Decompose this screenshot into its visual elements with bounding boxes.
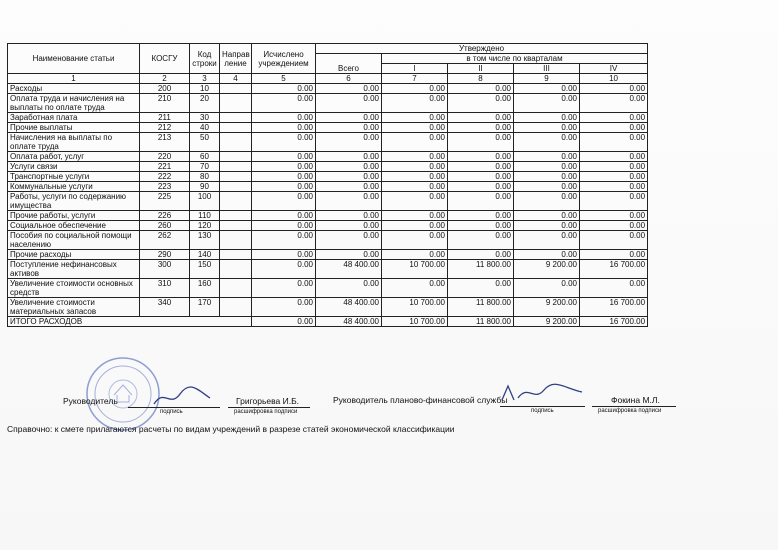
cell-dir <box>220 172 252 182</box>
cell-dir <box>220 152 252 162</box>
cell-q1: 0.00 <box>382 279 448 298</box>
budget-table <box>7 43 648 327</box>
cell-q4: 0.00 <box>580 84 648 94</box>
header-q1: I <box>382 64 448 74</box>
cell-calc: 0.00 <box>252 123 316 133</box>
total-cell-total: 48 400.00 <box>316 317 382 327</box>
total-cell-q3: 9 200.00 <box>514 317 580 327</box>
cell-dir <box>220 133 252 152</box>
cell-name: Транспортные услуги <box>8 172 140 182</box>
cell-calc: 0.00 <box>252 84 316 94</box>
table-row <box>8 152 648 162</box>
cell-dir <box>220 231 252 250</box>
cell-name: Прочие расходы <box>8 250 140 260</box>
cell-total: 0.00 <box>316 192 382 211</box>
cell-q3: 0.00 <box>514 162 580 172</box>
cell-kosgu: 222 <box>140 172 190 182</box>
column-numbers-row <box>8 74 648 84</box>
cell-q4: 0.00 <box>580 279 648 298</box>
column-number: 2 <box>140 74 190 84</box>
cell-calc: 0.00 <box>252 162 316 172</box>
cell-total: 48 400.00 <box>316 260 382 279</box>
header-q2: II <box>448 64 514 74</box>
cell-q3: 0.00 <box>514 182 580 192</box>
cell-calc: 0.00 <box>252 113 316 123</box>
cell-code: 160 <box>190 279 220 298</box>
cell-q3: 0.00 <box>514 152 580 162</box>
cell-code: 70 <box>190 162 220 172</box>
table-row <box>8 182 648 192</box>
cell-code: 50 <box>190 133 220 152</box>
cell-total: 0.00 <box>316 162 382 172</box>
cell-dir <box>220 162 252 172</box>
cell-q1: 0.00 <box>382 123 448 133</box>
cell-code: 130 <box>190 231 220 250</box>
cell-q3: 0.00 <box>514 221 580 231</box>
cell-q3: 9 200.00 <box>514 260 580 279</box>
header-by-quarters: в том числе по кварталам <box>382 54 648 64</box>
cell-calc: 0.00 <box>252 192 316 211</box>
cell-name: Прочие работы, услуги <box>8 211 140 221</box>
cell-name: Социальное обеспечение <box>8 221 140 231</box>
table-row <box>8 298 648 317</box>
cell-q4: 0.00 <box>580 172 648 182</box>
cell-q3: 0.00 <box>514 211 580 221</box>
cell-q1: 0.00 <box>382 231 448 250</box>
cell-name: Оплата труда и начисления на выплаты по оплате труда <box>8 94 140 113</box>
header-name: Наименование статьи <box>8 44 140 74</box>
cell-calc: 0.00 <box>252 231 316 250</box>
cell-code: 150 <box>190 260 220 279</box>
cell-dir <box>220 250 252 260</box>
cell-q1: 0.00 <box>382 221 448 231</box>
cell-q1: 0.00 <box>382 182 448 192</box>
cell-kosgu: 220 <box>140 152 190 162</box>
total-cell-q2: 11 800.00 <box>448 317 514 327</box>
table-row <box>8 260 648 279</box>
cell-q4: 0.00 <box>580 231 648 250</box>
cell-total: 0.00 <box>316 221 382 231</box>
table-row <box>8 162 648 172</box>
cell-q4: 0.00 <box>580 162 648 172</box>
cell-q3: 0.00 <box>514 250 580 260</box>
table-row <box>8 279 648 298</box>
cell-q3: 0.00 <box>514 279 580 298</box>
cell-q4: 0.00 <box>580 182 648 192</box>
column-number: 9 <box>514 74 580 84</box>
cell-q4: 0.00 <box>580 113 648 123</box>
table-row <box>8 84 648 94</box>
column-number: 10 <box>580 74 648 84</box>
cell-q2: 11 800.00 <box>448 298 514 317</box>
cell-q1: 0.00 <box>382 113 448 123</box>
cell-dir <box>220 260 252 279</box>
cell-kosgu: 200 <box>140 84 190 94</box>
head-sign-caption: подпись <box>160 409 183 415</box>
finance-sign-line <box>500 406 585 407</box>
cell-q1: 10 700.00 <box>382 260 448 279</box>
cell-code: 110 <box>190 211 220 221</box>
column-number: 3 <box>190 74 220 84</box>
table-row <box>8 94 648 113</box>
head-label: Руководитель <box>63 396 118 406</box>
cell-kosgu: 262 <box>140 231 190 250</box>
cell-dir <box>220 113 252 123</box>
cell-q1: 0.00 <box>382 211 448 221</box>
head-handwritten-signature <box>150 384 220 410</box>
cell-code: 120 <box>190 221 220 231</box>
cell-code: 170 <box>190 298 220 317</box>
cell-dir <box>220 123 252 133</box>
cell-q1: 0.00 <box>382 94 448 113</box>
cell-code: 100 <box>190 192 220 211</box>
finance-name: Фокина М.Л. <box>611 395 660 405</box>
cell-q3: 0.00 <box>514 133 580 152</box>
table-row <box>8 250 648 260</box>
cell-q1: 10 700.00 <box>382 298 448 317</box>
cell-q3: 9 200.00 <box>514 298 580 317</box>
table-row <box>8 123 648 133</box>
cell-q4: 0.00 <box>580 221 648 231</box>
column-number: 4 <box>220 74 252 84</box>
cell-q1: 0.00 <box>382 84 448 94</box>
cell-q4: 0.00 <box>580 152 648 162</box>
cell-q4: 16 700.00 <box>580 298 648 317</box>
cell-q3: 0.00 <box>514 84 580 94</box>
total-cell-q4: 16 700.00 <box>580 317 648 327</box>
cell-kosgu: 212 <box>140 123 190 133</box>
table-row <box>8 211 648 221</box>
finance-label: Руководитель планово-финансовой службы <box>333 395 508 405</box>
cell-name: Заработная плата <box>8 113 140 123</box>
cell-name: Работы, услуги по содержанию имущества <box>8 192 140 211</box>
table-row <box>8 231 648 250</box>
cell-kosgu: 225 <box>140 192 190 211</box>
cell-calc: 0.00 <box>252 279 316 298</box>
cell-q4: 0.00 <box>580 123 648 133</box>
cell-calc: 0.00 <box>252 152 316 162</box>
cell-calc: 0.00 <box>252 298 316 317</box>
cell-q1: 0.00 <box>382 152 448 162</box>
cell-kosgu: 310 <box>140 279 190 298</box>
cell-dir <box>220 279 252 298</box>
cell-q2: 0.00 <box>448 250 514 260</box>
cell-name: Начисления на выплаты по оплате труда <box>8 133 140 152</box>
table-row <box>8 192 648 211</box>
cell-dir <box>220 84 252 94</box>
cell-q3: 0.00 <box>514 94 580 113</box>
cell-q2: 0.00 <box>448 113 514 123</box>
cell-total: 0.00 <box>316 113 382 123</box>
cell-name: Расходы <box>8 84 140 94</box>
cell-code: 60 <box>190 152 220 162</box>
cell-q3: 0.00 <box>514 231 580 250</box>
reference-note: Справочно: к смете прилагаются расчеты по видам учреждений в разрезе статей экономической классификации <box>7 424 455 434</box>
cell-code: 10 <box>190 84 220 94</box>
cell-total: 0.00 <box>316 231 382 250</box>
cell-code: 30 <box>190 113 220 123</box>
cell-q2: 11 800.00 <box>448 260 514 279</box>
cell-q4: 0.00 <box>580 133 648 152</box>
cell-total: 48 400.00 <box>316 298 382 317</box>
cell-calc: 0.00 <box>252 94 316 113</box>
finance-name-line <box>592 406 676 407</box>
header-total: Всего <box>316 54 382 74</box>
head-name: Григорьева И.Б. <box>236 396 300 406</box>
header-approved: Утверждено <box>316 44 648 54</box>
cell-name: Оплата работ, услуг <box>8 152 140 162</box>
cell-q4: 0.00 <box>580 94 648 113</box>
cell-kosgu: 300 <box>140 260 190 279</box>
cell-calc: 0.00 <box>252 250 316 260</box>
cell-total: 0.00 <box>316 172 382 182</box>
cell-q2: 0.00 <box>448 211 514 221</box>
cell-q2: 0.00 <box>448 94 514 113</box>
cell-calc: 0.00 <box>252 260 316 279</box>
cell-q2: 0.00 <box>448 279 514 298</box>
cell-name: Увеличение стоимости основных средств <box>8 279 140 298</box>
cell-q3: 0.00 <box>514 192 580 211</box>
cell-q2: 0.00 <box>448 133 514 152</box>
cell-calc: 0.00 <box>252 221 316 231</box>
column-number: 1 <box>8 74 140 84</box>
head-name-caption: расшифровка подписи <box>234 409 298 415</box>
cell-dir <box>220 298 252 317</box>
cell-name: Коммунальные услуги <box>8 182 140 192</box>
cell-q2: 0.00 <box>448 231 514 250</box>
cell-kosgu: 211 <box>140 113 190 123</box>
header-calculated: Исчислено учреждением <box>252 44 316 74</box>
cell-total: 0.00 <box>316 182 382 192</box>
cell-total: 0.00 <box>316 279 382 298</box>
cell-kosgu: 210 <box>140 94 190 113</box>
header-code: Код строки <box>190 44 220 74</box>
header-direction: Направ ление <box>220 44 252 74</box>
total-cell-calc: 0.00 <box>252 317 316 327</box>
total-label: ИТОГО РАСХОДОВ <box>8 317 252 327</box>
cell-calc: 0.00 <box>252 133 316 152</box>
header-q3: III <box>514 64 580 74</box>
cell-kosgu: 340 <box>140 298 190 317</box>
cell-total: 0.00 <box>316 152 382 162</box>
cell-name: Пособия по социальной помощи населению <box>8 231 140 250</box>
cell-q3: 0.00 <box>514 172 580 182</box>
cell-kosgu: 221 <box>140 162 190 172</box>
cell-code: 80 <box>190 172 220 182</box>
cell-q2: 0.00 <box>448 162 514 172</box>
cell-total: 0.00 <box>316 250 382 260</box>
cell-q3: 0.00 <box>514 123 580 133</box>
cell-kosgu: 226 <box>140 211 190 221</box>
finance-name-caption: расшифровка подписи <box>598 408 662 414</box>
cell-q1: 0.00 <box>382 172 448 182</box>
head-name-line <box>228 407 310 408</box>
cell-q2: 0.00 <box>448 192 514 211</box>
cell-name: Услуги связи <box>8 162 140 172</box>
column-number: 7 <box>382 74 448 84</box>
cell-dir <box>220 182 252 192</box>
header-kosgu: КОСГУ <box>140 44 190 74</box>
cell-dir <box>220 94 252 113</box>
cell-dir <box>220 211 252 221</box>
cell-q3: 0.00 <box>514 113 580 123</box>
cell-kosgu: 290 <box>140 250 190 260</box>
finance-sign-caption: подпись <box>531 408 554 414</box>
cell-kosgu: 260 <box>140 221 190 231</box>
cell-q4: 0.00 <box>580 250 648 260</box>
cell-q4: 16 700.00 <box>580 260 648 279</box>
cell-dir <box>220 221 252 231</box>
column-number: 8 <box>448 74 514 84</box>
cell-total: 0.00 <box>316 133 382 152</box>
cell-name: Увеличение стоимости материальных запасов <box>8 298 140 317</box>
cell-q1: 0.00 <box>382 133 448 152</box>
cell-name: Прочие выплаты <box>8 123 140 133</box>
cell-code: 90 <box>190 182 220 192</box>
cell-code: 20 <box>190 94 220 113</box>
cell-q2: 0.00 <box>448 84 514 94</box>
cell-total: 0.00 <box>316 123 382 133</box>
cell-code: 140 <box>190 250 220 260</box>
cell-total: 0.00 <box>316 84 382 94</box>
cell-q1: 0.00 <box>382 192 448 211</box>
column-number: 5 <box>252 74 316 84</box>
cell-total: 0.00 <box>316 94 382 113</box>
finance-handwritten-signature <box>498 380 586 406</box>
cell-calc: 0.00 <box>252 172 316 182</box>
table-row <box>8 133 648 152</box>
cell-name: Поступление нефинансовых активов <box>8 260 140 279</box>
table-row <box>8 221 648 231</box>
cell-kosgu: 213 <box>140 133 190 152</box>
cell-q2: 0.00 <box>448 172 514 182</box>
table-row <box>8 172 648 182</box>
cell-kosgu: 223 <box>140 182 190 192</box>
column-number: 6 <box>316 74 382 84</box>
cell-q2: 0.00 <box>448 182 514 192</box>
table-row <box>8 113 648 123</box>
cell-total: 0.00 <box>316 211 382 221</box>
cell-q1: 0.00 <box>382 250 448 260</box>
total-row <box>8 317 648 327</box>
cell-q4: 0.00 <box>580 211 648 221</box>
cell-dir <box>220 192 252 211</box>
cell-q2: 0.00 <box>448 221 514 231</box>
total-cell-q1: 10 700.00 <box>382 317 448 327</box>
cell-code: 40 <box>190 123 220 133</box>
cell-calc: 0.00 <box>252 211 316 221</box>
header-q4: IV <box>580 64 648 74</box>
cell-q4: 0.00 <box>580 192 648 211</box>
cell-q1: 0.00 <box>382 162 448 172</box>
cell-q2: 0.00 <box>448 152 514 162</box>
cell-calc: 0.00 <box>252 182 316 192</box>
cell-q2: 0.00 <box>448 123 514 133</box>
